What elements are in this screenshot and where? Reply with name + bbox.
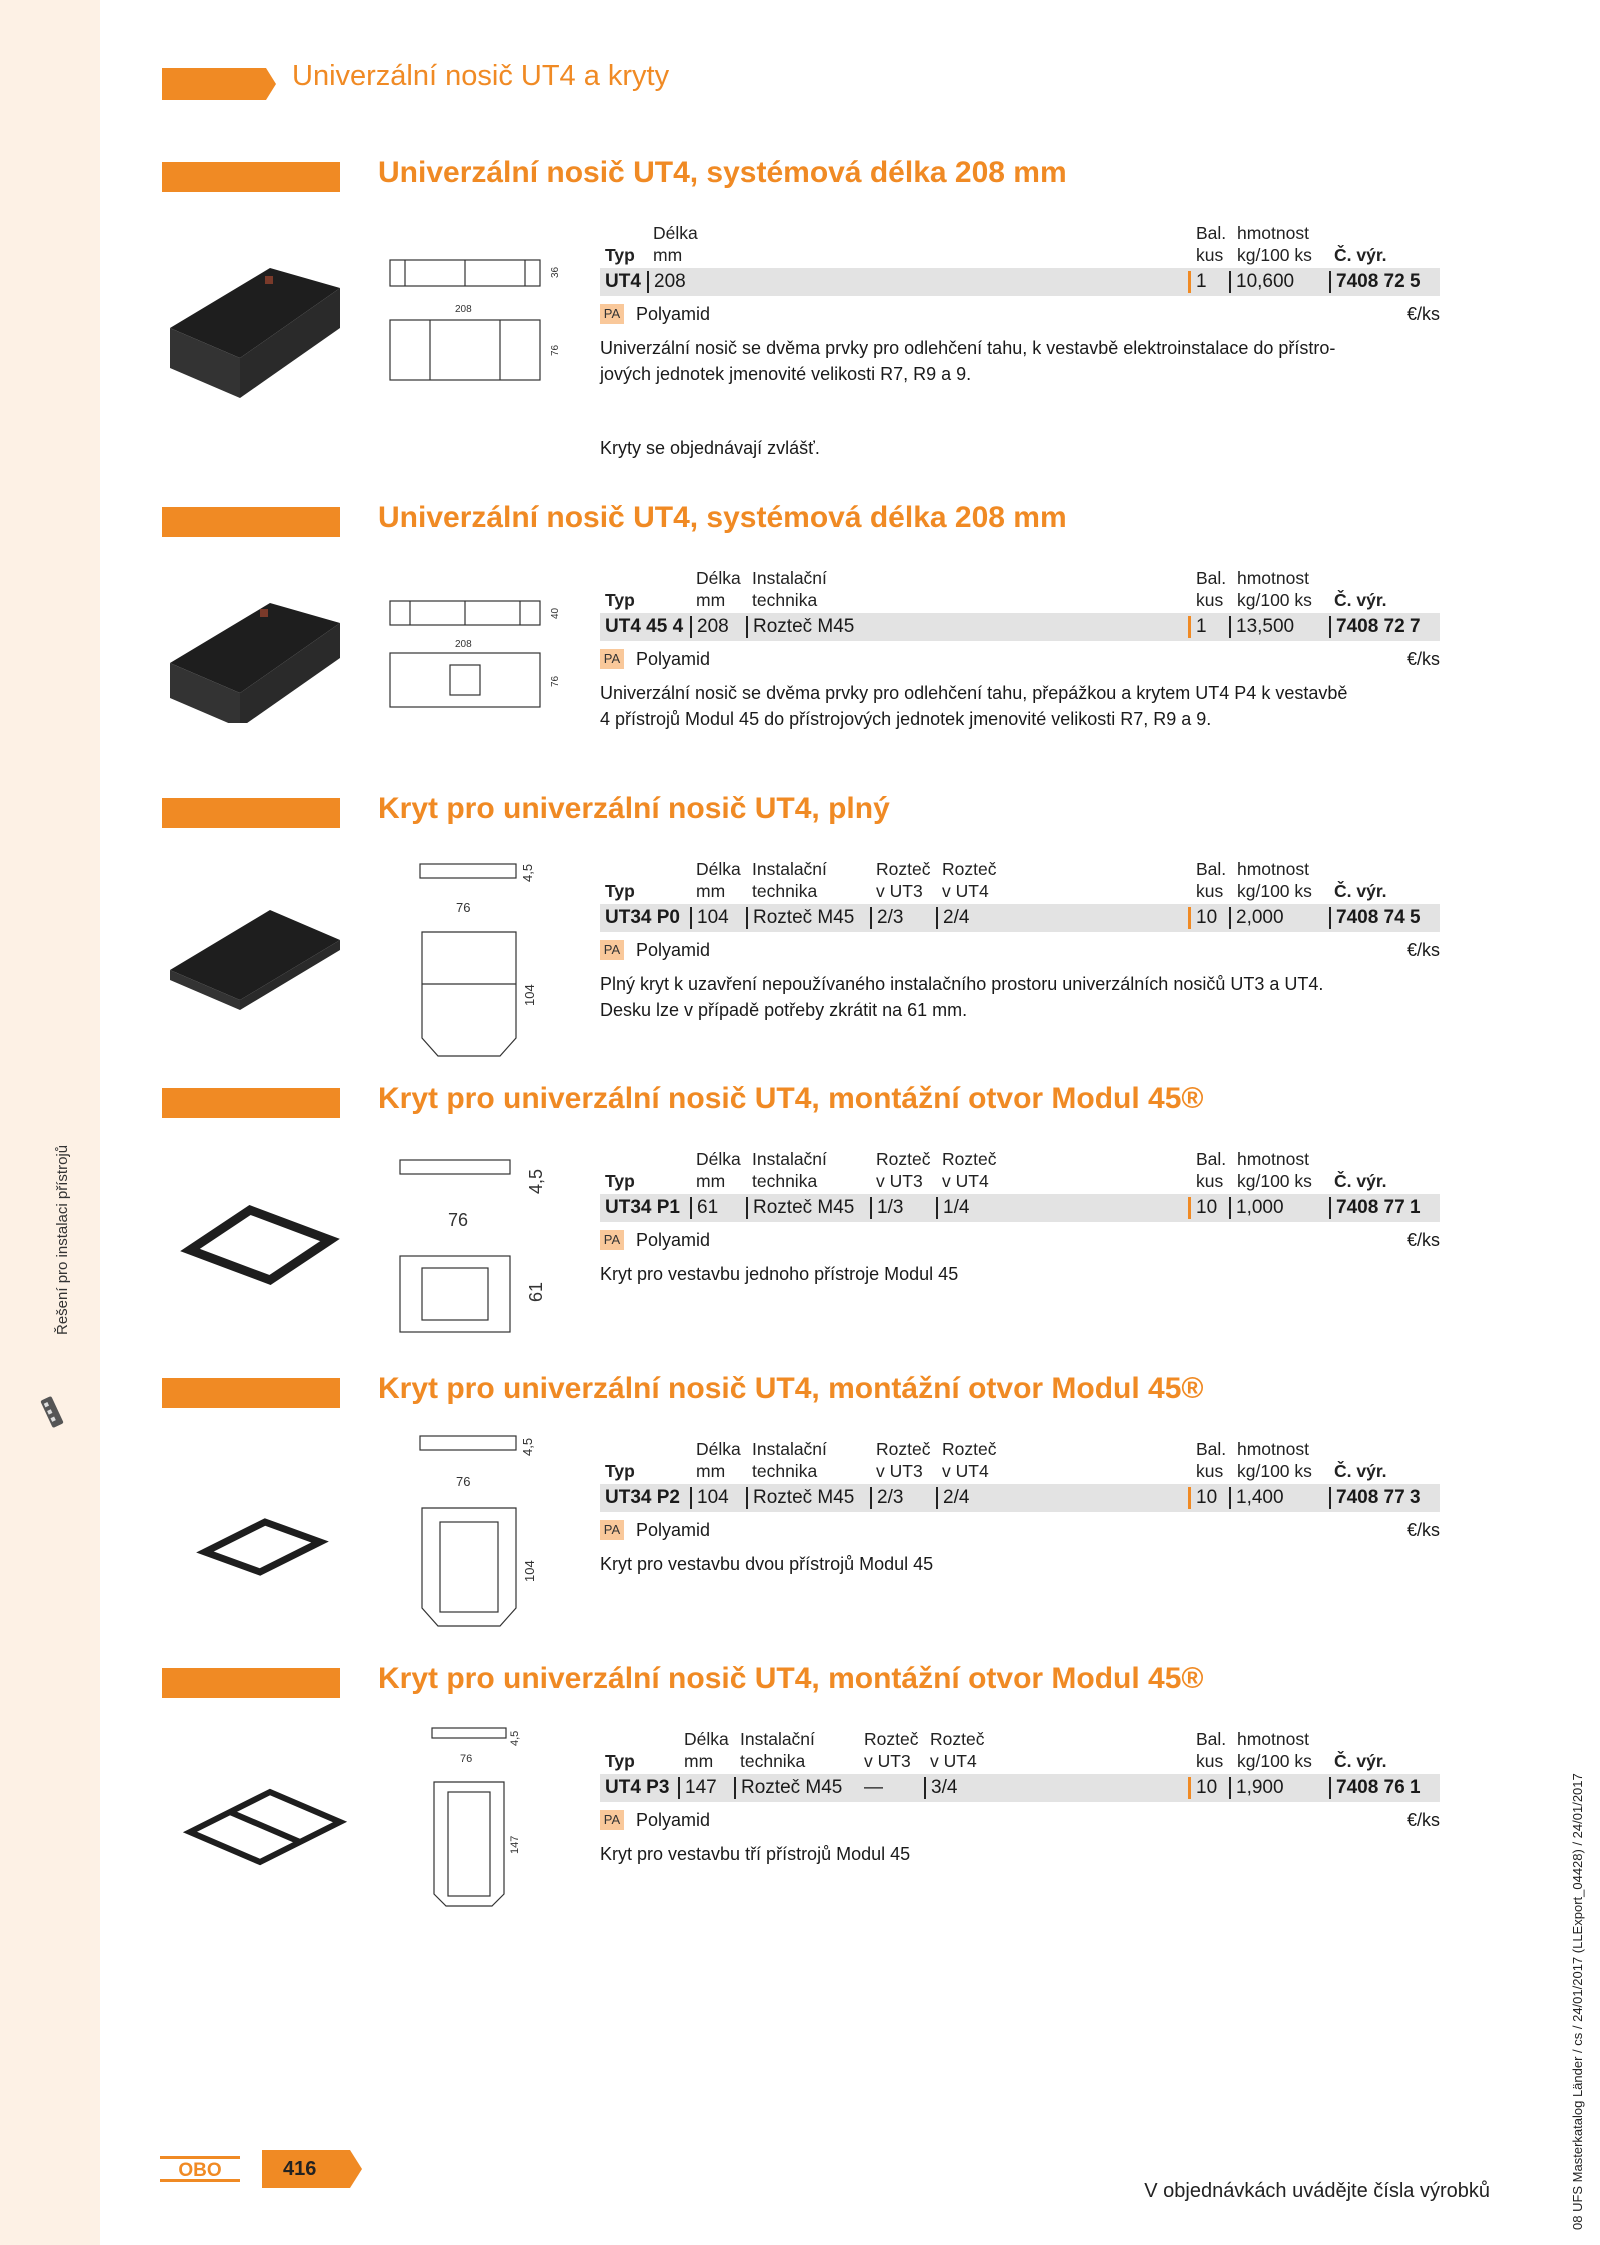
dimension-height: 40 xyxy=(550,607,561,619)
header-roztec-ut3-unit: v UT3 xyxy=(876,1171,923,1191)
cell-typ: UT4 xyxy=(605,271,641,292)
page-number: 416 xyxy=(283,2158,317,2180)
material-name: Polyamid xyxy=(636,940,711,960)
cell-delka: 104 xyxy=(690,1487,729,1509)
cell-typ: UT34 P2 xyxy=(605,1487,680,1508)
section-title: Univerzální nosič UT4, systémová délka 208 mm xyxy=(378,156,1067,189)
header-hmotnost: hmotnost xyxy=(1237,1439,1309,1459)
side-view-drawing xyxy=(390,601,540,625)
material-name: Polyamid xyxy=(636,1810,711,1830)
ordering-note: Kryty se objednávají zvlášť. xyxy=(600,438,820,458)
header-typ: Typ xyxy=(605,1171,635,1191)
header-delka: Délka xyxy=(696,859,741,879)
header-accent-arrow xyxy=(162,68,276,100)
cell-cislo-vyrobku: 7408 76 1 xyxy=(1329,1777,1421,1799)
price-unit: €/ks xyxy=(1406,940,1440,960)
header-cislo-vyrobku: Č. výr. xyxy=(1334,1171,1387,1191)
dimension-length: 61 xyxy=(526,1281,546,1302)
product-photo xyxy=(205,1522,320,1572)
cell-roztec-ut4: 1/4 xyxy=(936,1197,969,1219)
product-drawing xyxy=(160,860,580,1070)
header-typ: Typ xyxy=(605,1751,635,1771)
cell-hmotnost: 10,600 xyxy=(1229,271,1294,293)
top-view-drawing xyxy=(400,1256,510,1332)
header-instalacni-unit: technika xyxy=(752,590,818,610)
cell-typ: UT34 P0 xyxy=(605,907,680,928)
cell-cislo-vyrobku: 7408 74 5 xyxy=(1329,907,1421,929)
header-roztec-ut4-unit: v UT4 xyxy=(930,1751,977,1771)
dimension-width: 76 xyxy=(460,1753,473,1765)
cell-roztec-ut3: 1/3 xyxy=(870,1197,903,1219)
table-row xyxy=(600,1484,1440,1512)
header-roztec-ut4: Rozteč xyxy=(930,1729,985,1749)
material-badge: PA xyxy=(600,940,624,960)
header-roztec-ut4: Rozteč xyxy=(942,1439,997,1459)
product-description-line2: jových jednotek jmenovité velikosti R7, R9 a 9. xyxy=(600,364,972,384)
dimension-height: 4,5 xyxy=(520,1437,535,1456)
obo-logo xyxy=(160,2156,240,2182)
top-view-drawing xyxy=(390,320,540,380)
section-title: Kryt pro univerzální nosič UT4, montážní otvor Modul 45® xyxy=(378,1662,1204,1695)
material-name: Polyamid xyxy=(636,1230,711,1250)
product-drawing xyxy=(160,1150,580,1350)
product-drawing xyxy=(160,593,580,723)
dimension-width: 76 xyxy=(550,344,561,356)
header-hmotnost-unit: kg/100 ks xyxy=(1237,1461,1312,1481)
header-instalacni: Instalační xyxy=(752,1149,827,1169)
header-cislo-vyrobku: Č. výr. xyxy=(1334,1751,1387,1771)
brand-text: OBO xyxy=(178,2160,222,2181)
price-unit: €/ks xyxy=(1406,304,1440,324)
header-bal: Bal. xyxy=(1196,859,1227,879)
cell-bal: 1 xyxy=(1188,271,1207,293)
section-title: Kryt pro univerzální nosič UT4, plný xyxy=(378,792,890,825)
header-roztec-ut3: Rozteč xyxy=(876,1149,931,1169)
header-bal-unit: kus xyxy=(1196,1461,1224,1481)
product-description-line2: 4 přístrojů Modul 45 do přístrojových jednotek jmenovité velikosti R7, R9 a 9. xyxy=(600,709,1212,729)
header-hmotnost-unit: kg/100 ks xyxy=(1237,1171,1312,1191)
header-cislo-vyrobku: Č. výr. xyxy=(1334,1461,1387,1481)
header-instalacni-unit: technika xyxy=(752,1461,818,1481)
header-bal: Bal. xyxy=(1196,1439,1227,1459)
header-delka-unit: mm xyxy=(696,590,726,610)
dimension-height: 4,5 xyxy=(526,1168,546,1194)
header-cislo-vyrobku: Č. výr. xyxy=(1334,590,1387,610)
header-cislo-vyrobku: Č. výr. xyxy=(1334,881,1387,901)
header-hmotnost: hmotnost xyxy=(1237,1729,1309,1749)
header-delka: Délka xyxy=(696,568,741,588)
material-badge: PA xyxy=(600,1520,624,1540)
dimension-height: 4,5 xyxy=(520,863,535,882)
cell-cislo-vyrobku: 7408 77 1 xyxy=(1329,1197,1421,1219)
dimension-length: 208 xyxy=(455,639,472,650)
left-margin-strip xyxy=(0,0,100,2245)
section-title: Kryt pro univerzální nosič UT4, montážní otvor Modul 45® xyxy=(378,1372,1204,1405)
header-instalacni-unit: technika xyxy=(752,881,818,901)
cell-roztec-ut3: — xyxy=(864,1777,883,1798)
header-roztec-ut3: Rozteč xyxy=(864,1729,919,1749)
footer-note: V objednávkách uvádějte čísla výrobků xyxy=(1144,2180,1490,2202)
header-delka: Délka xyxy=(684,1729,729,1749)
header-bal: Bal. xyxy=(1196,1149,1227,1169)
header-instalacni: Instalační xyxy=(752,859,827,879)
product-photo xyxy=(170,603,340,723)
header-roztec-ut4-unit: v UT4 xyxy=(942,1461,989,1481)
header-hmotnost-unit: kg/100 ks xyxy=(1237,245,1312,265)
material-name: Polyamid xyxy=(636,1520,711,1540)
cell-bal: 1 xyxy=(1188,616,1207,638)
dimension-width: 76 xyxy=(550,675,561,687)
header-roztec-ut4: Rozteč xyxy=(942,1149,997,1169)
header-bal: Bal. xyxy=(1196,1729,1227,1749)
price-unit: €/ks xyxy=(1406,1230,1440,1250)
material-badge: PA xyxy=(600,1810,624,1830)
product-description-line2: Desku lze v případě potřeby zkrátit na 61 mm. xyxy=(600,1000,968,1020)
header-delka-unit: mm xyxy=(696,1461,726,1481)
cell-cislo-vyrobku: 7408 72 5 xyxy=(1329,271,1421,293)
cell-delka: 208 xyxy=(647,271,686,293)
product-drawing xyxy=(160,248,580,408)
material-name: Polyamid xyxy=(636,304,711,324)
table-row xyxy=(600,613,1440,641)
table-row xyxy=(600,1194,1440,1222)
header-delka-unit: mm xyxy=(696,881,726,901)
header-delka: Délka xyxy=(696,1439,741,1459)
header-bal-unit: kus xyxy=(1196,881,1224,901)
product-description: Univerzální nosič se dvěma prvky pro odlehčení tahu, přepážkou a krytem UT4 P4 k vestavbě xyxy=(600,683,1348,703)
cell-instalacni: Rozteč M45 xyxy=(746,907,854,929)
header-hmotnost-unit: kg/100 ks xyxy=(1237,1751,1312,1771)
page-title: Univerzální nosič UT4 a kryty xyxy=(292,60,670,92)
table-row xyxy=(600,904,1440,932)
cell-hmotnost: 13,500 xyxy=(1229,616,1294,638)
cell-hmotnost: 1,900 xyxy=(1229,1777,1284,1799)
cell-bal: 10 xyxy=(1188,1197,1217,1219)
product-photo xyxy=(190,1792,340,1862)
section-accent-bar xyxy=(162,1378,340,1408)
cell-bal: 10 xyxy=(1188,1487,1217,1509)
dimension-width: 76 xyxy=(456,1474,471,1489)
section-accent-bar xyxy=(162,798,340,828)
product-description: Kryt pro vestavbu dvou přístrojů Modul 45 xyxy=(600,1554,934,1574)
header-hmotnost: hmotnost xyxy=(1237,223,1309,243)
dimension-width: 76 xyxy=(456,900,471,915)
header-roztec-ut4-unit: v UT4 xyxy=(942,881,989,901)
header-hmotnost: hmotnost xyxy=(1237,568,1309,588)
product-description: Plný kryt k uzavření nepoužívaného instalačního prostoru univerzálních nosičů UT3 a UT4. xyxy=(600,974,1324,994)
material-name: Polyamid xyxy=(636,649,711,669)
header-roztec-ut4: Rozteč xyxy=(942,859,997,879)
header-roztec-ut3-unit: v UT3 xyxy=(876,881,923,901)
top-view-drawing xyxy=(422,932,516,1056)
section-title: Kryt pro univerzální nosič UT4, montážní otvor Modul 45® xyxy=(378,1082,1204,1115)
material-badge: PA xyxy=(600,649,624,669)
dimension-height: 4,5 xyxy=(509,1730,521,1746)
section-accent-bar xyxy=(162,1088,340,1118)
header-typ: Typ xyxy=(605,881,635,901)
cell-hmotnost: 1,000 xyxy=(1229,1197,1284,1219)
product-photo xyxy=(170,268,340,398)
dimension-length: 208 xyxy=(455,304,472,315)
product-description: Kryt pro vestavbu tří přístrojů Modul 45 xyxy=(600,1844,911,1864)
header-instalacni-unit: technika xyxy=(752,1171,818,1191)
header-hmotnost: hmotnost xyxy=(1237,859,1309,879)
header-typ: Typ xyxy=(605,590,635,610)
header-roztec-ut3: Rozteč xyxy=(876,859,931,879)
header-bal: Bal. xyxy=(1196,568,1227,588)
dimension-length: 104 xyxy=(522,984,537,1006)
header-instalacni: Instalační xyxy=(752,568,827,588)
section-accent-bar xyxy=(162,1668,340,1698)
header-hmotnost: hmotnost xyxy=(1237,1149,1309,1169)
side-section-label: Řešení pro instalaci přístrojů xyxy=(54,1144,71,1335)
cell-cislo-vyrobku: 7408 72 7 xyxy=(1329,616,1421,638)
header-cislo-vyrobku: Č. výr. xyxy=(1334,245,1387,265)
header-roztec-ut4-unit: v UT4 xyxy=(942,1171,989,1191)
price-unit: €/ks xyxy=(1406,649,1440,669)
product-drawing xyxy=(160,1722,580,1932)
cell-roztec-ut4: 3/4 xyxy=(924,1777,957,1799)
dimension-width: 76 xyxy=(448,1210,469,1230)
catalog-export-label: 08 UFS Masterkatalog Länder / cs / 24/01/2017 (LLExport_04428) / 24/01/2017 xyxy=(1570,1773,1585,2230)
price-unit: €/ks xyxy=(1406,1810,1440,1830)
header-bal-unit: kus xyxy=(1196,1171,1224,1191)
side-view-drawing xyxy=(390,260,540,286)
table-row xyxy=(600,268,1440,296)
product-drawing xyxy=(160,1432,580,1642)
side-view-drawing xyxy=(432,1728,506,1738)
cell-roztec-ut4: 2/4 xyxy=(936,907,969,929)
side-view-drawing xyxy=(400,1160,510,1174)
material-badge: PA xyxy=(600,1230,624,1250)
side-view-drawing xyxy=(420,864,516,878)
section-accent-bar xyxy=(162,162,340,192)
product-description: Univerzální nosič se dvěma prvky pro odlehčení tahu, k vestavbě elektroinstalace do přístro- xyxy=(600,338,1336,358)
cell-instalacni: Rozteč M45 xyxy=(746,1197,854,1219)
header-hmotnost-unit: kg/100 ks xyxy=(1237,590,1312,610)
cell-typ: UT34 P1 xyxy=(605,1197,680,1218)
price-unit: €/ks xyxy=(1406,1520,1440,1540)
cell-delka: 147 xyxy=(678,1777,717,1799)
product-description: Kryt pro vestavbu jednoho přístroje Modul 45 xyxy=(600,1264,959,1284)
header-roztec-ut3: Rozteč xyxy=(876,1439,931,1459)
cell-roztec-ut3: 2/3 xyxy=(870,1487,903,1509)
cell-roztec-ut3: 2/3 xyxy=(870,907,903,929)
dimension-height: 36 xyxy=(550,266,561,278)
header-roztec-ut3-unit: v UT3 xyxy=(876,1461,923,1481)
cell-cislo-vyrobku: 7408 77 3 xyxy=(1329,1487,1421,1509)
cell-delka: 61 xyxy=(690,1197,718,1219)
side-view-drawing xyxy=(420,1436,516,1450)
header-delka-unit: mm xyxy=(653,245,683,265)
product-photo xyxy=(190,1210,330,1280)
header-delka-unit: mm xyxy=(696,1171,726,1191)
top-view-drawing xyxy=(434,1782,504,1906)
cell-hmotnost: 2,000 xyxy=(1229,907,1284,929)
header-delka: Délka xyxy=(696,1149,741,1169)
header-delka-unit: mm xyxy=(684,1751,714,1771)
cell-hmotnost: 1,400 xyxy=(1229,1487,1284,1509)
header-instalacni: Instalační xyxy=(752,1439,827,1459)
cell-typ: UT4 45 4 xyxy=(605,616,684,637)
cell-bal: 10 xyxy=(1188,907,1217,929)
device-carrier-icon xyxy=(38,1395,68,1431)
cell-delka: 104 xyxy=(690,907,729,929)
cell-instalacni: Rozteč M45 xyxy=(746,1487,854,1509)
header-bal-unit: kus xyxy=(1196,590,1224,610)
section-title: Univerzální nosič UT4, systémová délka 208 mm xyxy=(378,501,1067,534)
product-photo xyxy=(170,910,340,1010)
header-bal-unit: kus xyxy=(1196,245,1224,265)
cell-instalacni: Rozteč M45 xyxy=(734,1777,842,1799)
header-instalacni: Instalační xyxy=(740,1729,815,1749)
header-bal-unit: kus xyxy=(1196,1751,1224,1771)
cell-delka: 208 xyxy=(690,616,729,638)
header-delka: Délka xyxy=(653,223,698,243)
cell-roztec-ut4: 2/4 xyxy=(936,1487,969,1509)
material-badge: PA xyxy=(600,304,624,324)
cell-instalacni: Rozteč M45 xyxy=(746,616,854,638)
dimension-length: 147 xyxy=(509,1835,521,1854)
header-hmotnost-unit: kg/100 ks xyxy=(1237,881,1312,901)
header-roztec-ut3-unit: v UT3 xyxy=(864,1751,911,1771)
top-view-drawing xyxy=(422,1508,516,1626)
cell-bal: 10 xyxy=(1188,1777,1217,1799)
header-typ: Typ xyxy=(605,245,635,265)
header-typ: Typ xyxy=(605,1461,635,1481)
header-instalacni-unit: technika xyxy=(740,1751,806,1771)
header-bal: Bal. xyxy=(1196,223,1227,243)
dimension-length: 104 xyxy=(522,1560,537,1582)
top-view-drawing xyxy=(390,653,540,707)
cell-typ: UT4 P3 xyxy=(605,1777,670,1798)
table-row xyxy=(600,1774,1440,1802)
section-accent-bar xyxy=(162,507,340,537)
